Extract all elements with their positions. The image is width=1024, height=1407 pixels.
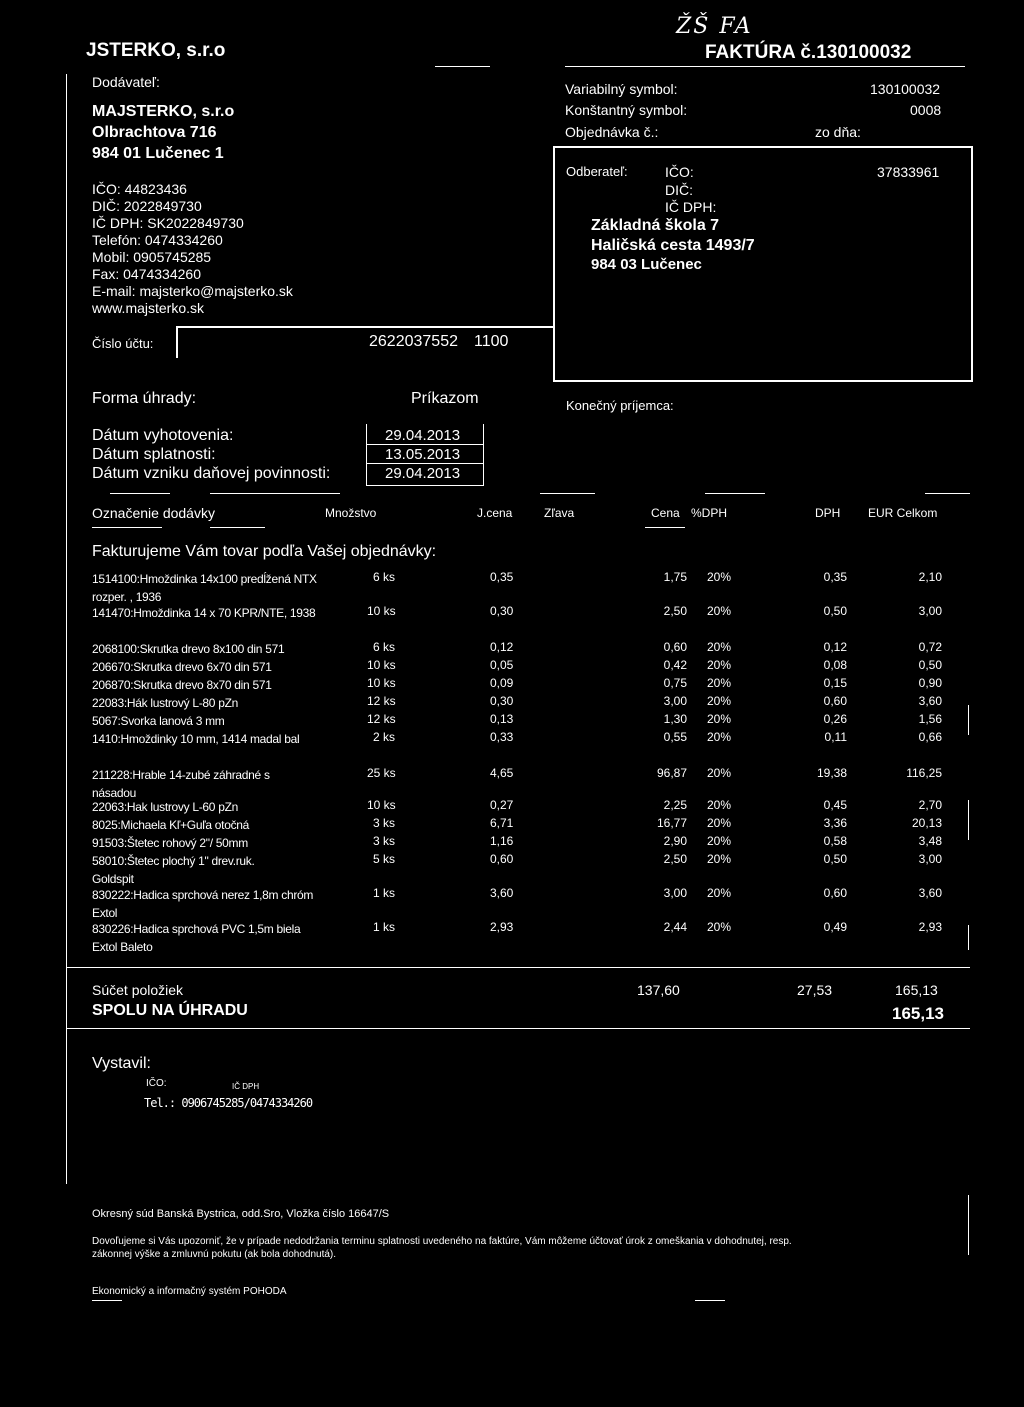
row-qty: 12 ks <box>367 694 396 708</box>
row-unit-price: 0,05 <box>490 658 514 672</box>
row-vat-pct: 20% <box>707 676 732 690</box>
row-total: 3,60 <box>918 694 942 708</box>
sum-vat: 27,53 <box>797 982 833 998</box>
row-vat-pct: 20% <box>707 816 732 830</box>
customer-city: 984 03 Lučenec <box>591 256 702 273</box>
row-qty: 5 ks <box>373 852 396 866</box>
court-registration: Okresný súd Banská Bystrica, odd.Sro, Vložka číslo 16647/S <box>92 1208 390 1220</box>
due-date-label: Dátum splatnosti: <box>92 446 216 463</box>
row-vat-pct: 20% <box>707 834 732 848</box>
customer-dic-label: DIČ: <box>665 182 693 198</box>
row-price: 2,90 <box>663 834 687 848</box>
row-price: 3,00 <box>663 694 687 708</box>
supplier-fax: Fax: 0474334260 <box>92 266 201 282</box>
row-unit-price: 0,30 <box>490 604 514 618</box>
row-qty: 6 ks <box>373 570 396 584</box>
supplier-city: 984 01 Lučenec 1 <box>92 145 224 162</box>
row-price: 16,77 <box>656 816 687 830</box>
row-unit-price: 0,27 <box>490 798 514 812</box>
row-vat: 3,36 <box>823 816 847 830</box>
row-qty: 10 ks <box>367 658 396 672</box>
row-unit-price: 2,93 <box>490 920 514 934</box>
software-credit: Ekonomický a informačný systém POHODA <box>92 1286 287 1297</box>
row-total: 2,93 <box>918 920 942 934</box>
variable-symbol-value: 130100032 <box>870 81 941 97</box>
table-top-line-5 <box>925 493 970 494</box>
row-qty: 10 ks <box>367 604 396 618</box>
dates-line-2 <box>366 463 483 464</box>
row-vat: 0,50 <box>823 852 847 866</box>
row-desc: 22083:Hák lustrový L-80 pZn <box>92 696 238 710</box>
col-header-vat-pct: %DPH <box>691 506 728 520</box>
row-desc: 58010:Štetec plochý 1" drev.ruk. Goldspit <box>92 854 255 886</box>
sum-label: Súčet položiek <box>92 982 184 998</box>
account-label: Číslo účtu: <box>92 336 154 351</box>
row-qty: 1 ks <box>373 886 396 900</box>
row-desc: 1410:Hmoždinky 10 mm, 1414 madal bal <box>92 732 300 746</box>
customer-ico-label: IČO: <box>665 164 694 180</box>
row-vat-pct: 20% <box>707 712 732 726</box>
header-underline-1 <box>92 527 162 528</box>
supplier-ico: IČO: 44823436 <box>92 181 187 197</box>
tax-date-value: 29.04.2013 <box>385 465 461 482</box>
row-price: 2,50 <box>663 852 687 866</box>
row-vat: 0,12 <box>823 640 847 654</box>
stamp-ic-dph: IČ DPH <box>232 1082 260 1091</box>
row-qty: 2 ks <box>373 730 396 744</box>
row-price: 0,55 <box>663 730 687 744</box>
customer-label: Odberateľ: <box>566 164 628 179</box>
row-price: 2,44 <box>663 920 687 934</box>
invoice-intro: Fakturujeme Vám tovar podľa Vašej objednávky: <box>92 543 437 560</box>
row-total: 3,00 <box>918 604 942 618</box>
row-desc: 830222:Hadica sprchová nerez 1,8m chróm Extol <box>92 888 314 920</box>
row-qty: 10 ks <box>367 798 396 812</box>
row-vat: 0,26 <box>823 712 847 726</box>
supplier-label: Dodávateľ: <box>92 74 160 90</box>
issuer-label: Vystavil: <box>92 1055 151 1072</box>
row-price: 2,50 <box>663 604 687 618</box>
row-unit-price: 4,65 <box>490 766 514 780</box>
supplier-name: MAJSTERKO, s.r.o <box>92 103 235 120</box>
title-underline <box>565 66 965 67</box>
row-total: 116,25 <box>906 766 942 780</box>
col-header-discount: Zľava <box>544 506 575 520</box>
row-qty: 25 ks <box>367 766 396 780</box>
row-vat-pct: 20% <box>707 694 732 708</box>
row-vat: 19,38 <box>816 766 847 780</box>
right-edge-3 <box>968 925 969 950</box>
order-date-label: zo dňa: <box>815 124 861 140</box>
row-unit-price: 0,30 <box>490 694 514 708</box>
payment-notice-1: Dovoľujeme si Vás upozorniť, že v prípade nedodržania terminu splatnosti uvedeného na faktúre, Vám môžeme účtovať úrok z omeškania v dohodnutej, resp. <box>92 1236 792 1247</box>
stamp-phone: Tel.: 0906745285/0474334260 <box>144 1096 313 1110</box>
row-unit-price: 0,60 <box>490 852 514 866</box>
row-vat-pct: 20% <box>707 640 732 654</box>
row-vat: 0,58 <box>823 834 847 848</box>
customer-street: Haličská cesta 1493/7 <box>591 237 755 254</box>
pay-total-label: SPOLU NA ÚHRADU <box>92 1002 248 1019</box>
supplier-web[interactable]: www.majsterko.sk <box>92 300 205 316</box>
handwritten-note: ŽŠ FA <box>676 14 753 39</box>
customer-ic-dph-label: IČ DPH: <box>665 199 717 215</box>
row-price: 1,30 <box>663 712 687 726</box>
row-total: 0,72 <box>918 640 942 654</box>
customer-ico-value: 37833961 <box>877 164 940 180</box>
col-header-price: Cena <box>651 506 680 520</box>
supplier-ic-dph: IČ DPH: SK2022849730 <box>92 215 244 231</box>
invoice-title: FAKTÚRA č.130100032 <box>705 42 912 63</box>
variable-symbol-label: Variabilný symbol: <box>565 81 678 97</box>
sum-price: 137,60 <box>637 982 680 998</box>
col-header-total: EUR Celkom <box>868 506 938 520</box>
row-unit-price: 0,13 <box>490 712 514 726</box>
row-total: 0,50 <box>918 658 942 672</box>
constant-symbol-label: Konštantný symbol: <box>565 102 688 118</box>
final-recipient-label: Konečný príjemca: <box>566 398 674 413</box>
dates-left-border <box>366 424 367 486</box>
table-top-line-3 <box>540 493 595 494</box>
customer-name: Základná škola 7 <box>591 217 720 234</box>
supplier-mobile: Mobil: 0905745285 <box>92 249 212 265</box>
row-price: 1,75 <box>663 570 687 584</box>
row-price: 0,42 <box>663 658 687 672</box>
right-edge-2 <box>968 800 969 840</box>
col-header-vat: DPH <box>815 506 841 520</box>
payment-method-label: Forma úhrady: <box>92 390 197 407</box>
right-edge-1 <box>968 705 969 735</box>
row-qty: 1 ks <box>373 920 396 934</box>
row-price: 0,75 <box>663 676 687 690</box>
row-vat: 0,60 <box>823 694 847 708</box>
table-top-line-1 <box>110 493 170 494</box>
row-total: 3,48 <box>918 834 942 848</box>
header-line <box>435 66 490 67</box>
row-unit-price: 6,71 <box>490 816 514 830</box>
row-desc: 206870:Skrutka drevo 8x70 din 571 <box>92 678 272 692</box>
row-total: 1,56 <box>918 712 942 726</box>
dates-right-border <box>483 424 484 486</box>
row-desc: 1514100:Hmoždinka 14x100 predĺžená NTX rozper. , 1936 <box>92 572 317 604</box>
row-vat: 0,45 <box>823 798 847 812</box>
row-vat-pct: 20% <box>707 886 732 900</box>
row-total: 3,60 <box>918 886 942 900</box>
row-desc: 8025:Michaela Kľ+Guľa otočná <box>92 818 250 832</box>
row-price: 0,60 <box>663 640 687 654</box>
sum-total: 165,13 <box>895 982 938 998</box>
table-top-line-4 <box>705 493 765 494</box>
row-desc: 91503:Štetec rohový 2"/ 50mm <box>92 836 248 850</box>
row-desc: 830226:Hadica sprchová PVC 1,5m biela Extol Baleto <box>92 922 301 954</box>
row-price: 96,87 <box>656 766 687 780</box>
row-qty: 3 ks <box>373 834 396 848</box>
col-header-qty: Množstvo <box>325 506 377 520</box>
supplier-dic: DIČ: 2022849730 <box>92 198 202 214</box>
row-vat: 0,49 <box>823 920 847 934</box>
table-row <box>92 730 952 770</box>
row-vat: 0,15 <box>823 676 847 690</box>
row-vat-pct: 20% <box>707 570 732 584</box>
row-unit-price: 0,09 <box>490 676 514 690</box>
row-total: 2,10 <box>918 570 942 584</box>
header-underline-3 <box>645 527 685 528</box>
row-total: 20,13 <box>911 816 942 830</box>
table-row <box>92 920 952 960</box>
supplier-phone: Telefón: 0474334260 <box>92 232 223 248</box>
col-header-unit-price: J.cena <box>477 506 513 520</box>
row-vat-pct: 20% <box>707 766 732 780</box>
table-row <box>92 604 952 644</box>
row-vat: 0,35 <box>823 570 847 584</box>
row-unit-price: 1,16 <box>490 834 514 848</box>
left-border <box>66 74 67 1184</box>
row-unit-price: 0,35 <box>490 570 514 584</box>
payment-method-value: Príkazom <box>411 390 479 407</box>
totals-top-line <box>66 967 970 968</box>
row-vat-pct: 20% <box>707 658 732 672</box>
dates-line-3 <box>366 485 483 486</box>
row-vat: 0,08 <box>823 658 847 672</box>
row-unit-price: 3,60 <box>490 886 514 900</box>
footer-right-edge <box>968 1195 969 1255</box>
footer-line-2 <box>695 1300 725 1301</box>
footer-line-1 <box>92 1300 122 1301</box>
table-top-line-2 <box>210 493 340 494</box>
row-desc: 2068100:Skrutka drevo 8x100 din 571 <box>92 642 285 656</box>
order-label: Objednávka č.: <box>565 124 659 140</box>
row-unit-price: 0,33 <box>490 730 514 744</box>
row-total: 2,70 <box>918 798 942 812</box>
row-price: 3,00 <box>663 886 687 900</box>
row-qty: 10 ks <box>367 676 396 690</box>
row-total: 3,00 <box>918 852 942 866</box>
issue-date-value: 29.04.2013 <box>385 427 461 444</box>
row-vat-pct: 20% <box>707 920 732 934</box>
row-vat-pct: 20% <box>707 604 732 618</box>
col-header-desc: Označenie dodávky <box>92 505 215 521</box>
constant-symbol-value: 0008 <box>910 102 942 118</box>
row-desc: 22063:Hak lustrovy L-60 pZn <box>92 800 238 814</box>
tax-date-label: Dátum vzniku daňovej povinnosti: <box>92 465 331 482</box>
issue-date-label: Dátum vyhotovenia: <box>92 427 234 444</box>
row-desc: 206670:Skrutka drevo 6x70 din 571 <box>92 660 272 674</box>
supplier-email[interactable]: E-mail: majsterko@majsterko.sk <box>92 283 293 299</box>
row-unit-price: 0,12 <box>490 640 514 654</box>
row-qty: 12 ks <box>367 712 396 726</box>
row-vat-pct: 20% <box>707 730 732 744</box>
header-underline-2 <box>210 527 265 528</box>
row-desc: 211228:Hrable 14-zubé záhradné s násadou <box>92 768 270 800</box>
dates-line-1 <box>366 444 483 445</box>
row-vat-pct: 20% <box>707 852 732 866</box>
row-price: 2,25 <box>663 798 687 812</box>
row-vat-pct: 20% <box>707 798 732 812</box>
row-qty: 6 ks <box>373 640 396 654</box>
row-total: 0,90 <box>918 676 942 690</box>
due-date-value: 13.05.2013 <box>385 446 461 463</box>
totals-bottom-line <box>66 1028 970 1029</box>
account-bank-code: 1100 <box>474 333 509 350</box>
supplier-header-name: JSTERKO, s.r.o <box>86 40 226 61</box>
row-vat: 0,11 <box>824 730 847 744</box>
row-qty: 3 ks <box>373 816 396 830</box>
payment-notice-2: zákonnej výške a zmluvnú pokutu (ak bola dohodnutá). <box>92 1249 337 1260</box>
row-desc: 5067:Svorka lanová 3 mm <box>92 714 225 728</box>
row-vat: 0,60 <box>823 886 847 900</box>
row-vat: 0,50 <box>823 604 847 618</box>
row-total: 0,66 <box>918 730 942 744</box>
pay-total-value: 165,13 <box>892 1004 944 1023</box>
stamp-ico: IČO: <box>146 1078 167 1089</box>
account-number: 2622037552 <box>369 333 458 350</box>
row-desc: 141470:Hmoždinka 14 x 70 KPR/NTE, 1938 <box>92 606 316 620</box>
supplier-street: Olbrachtova 716 <box>92 124 217 141</box>
